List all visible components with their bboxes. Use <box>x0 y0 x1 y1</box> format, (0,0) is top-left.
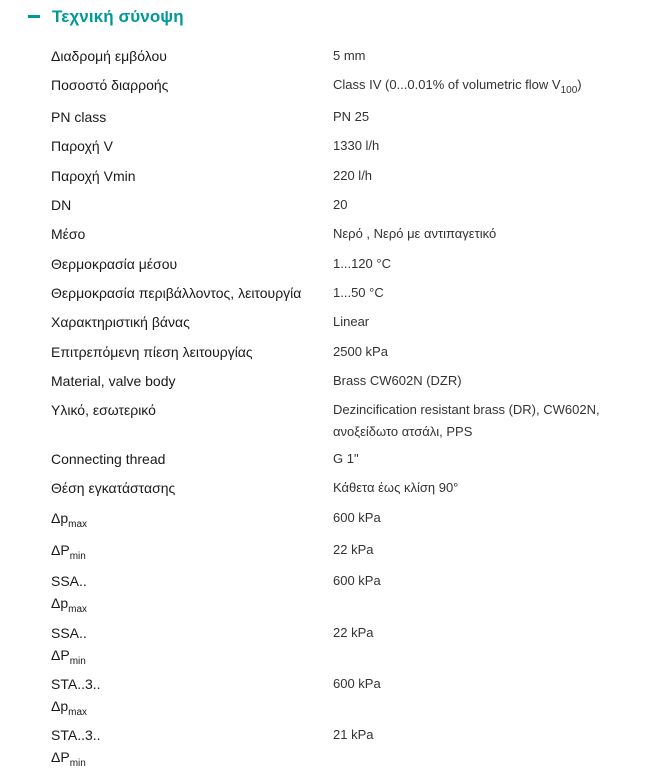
technical-summary-header[interactable] <box>0 0 654 36</box>
spec-key: SSA.. $\Delta P_{min}$ <box>51 625 87 667</box>
spec-value: PN 25 <box>333 109 370 124</box>
spec-key: Connecting thread <box>51 451 166 467</box>
spec-key: Χαρακτηριστική βάνας <box>51 314 190 330</box>
spec-value: 600 kPa <box>333 573 381 588</box>
spec-key: STA..3.. $\Delta P_{min}$ <box>51 727 101 769</box>
spec-value: 22 kPa <box>333 625 374 640</box>
spec-key: DN <box>51 197 72 213</box>
spec-key: $\Delta p_{max}$ <box>51 510 88 530</box>
spec-key: STA..3.. $\Delta p_{max}$ <box>51 676 101 718</box>
spec-value: Linear <box>333 314 370 329</box>
spec-key: Υλικό, εσωτερικό <box>51 402 156 418</box>
spec-value: 22 kPa <box>333 542 374 557</box>
spec-value: 600 kPa <box>333 510 381 525</box>
spec-key: Διαδρομή εμβόλου <box>51 48 167 64</box>
spec-value: Κάθετα έως κλίση 90° <box>333 480 459 495</box>
spec-value: 1...50 °C <box>333 285 384 300</box>
spec-key: Παροχή Vmin <box>51 168 136 184</box>
spec-value: 21 kPa <box>333 727 374 742</box>
spec-value: 2500 kPa <box>333 344 388 359</box>
spec-value: Class IV (0...0.01% of volumetric flow $V_{100}$) <box>333 77 582 96</box>
spec-key: SSA.. $\Delta p_{max}$ <box>51 573 88 615</box>
spec-key: Ποσοστό διαρροής <box>51 77 169 93</box>
spec-key: Παροχή V <box>51 138 113 154</box>
spec-value: Brass CW602N (DZR) <box>333 373 462 388</box>
spec-value: 1...120 °C <box>333 256 391 271</box>
spec-key: Θερμοκρασία μέσου <box>51 256 178 272</box>
spec-value: 5 mm <box>333 48 366 63</box>
spec-value: Νερό , Νερό με αντιπαγετικό <box>333 226 497 241</box>
spec-value: 1330 l/h <box>333 138 380 153</box>
spec-key: Θερμοκρασία περιβάλλοντος, λειτουργία <box>51 285 302 301</box>
spec-key: Μέσο <box>51 226 86 242</box>
spec-key: Επιτρεπόμενη πίεση λειτουργίας <box>51 344 253 360</box>
spec-value: 600 kPa <box>333 676 381 691</box>
spec-key: PN class <box>51 109 107 125</box>
collapse-minus-icon[interactable] <box>28 15 40 18</box>
spec-key: $\Delta P_{min}$ <box>51 542 86 562</box>
spec-value: G 1" <box>333 451 359 466</box>
spec-value: 20 <box>333 197 348 212</box>
spec-value: 220 l/h <box>333 168 373 183</box>
section-title: Τεχνική σύνοψη <box>52 7 184 26</box>
spec-value: Dezincification resistant brass (DR), CW602N, ανοξείδωτο ατσάλι, PPS <box>333 402 600 439</box>
spec-key: Θέση εγκατάστασης <box>51 480 176 496</box>
spec-key: Material, valve body <box>51 373 176 389</box>
